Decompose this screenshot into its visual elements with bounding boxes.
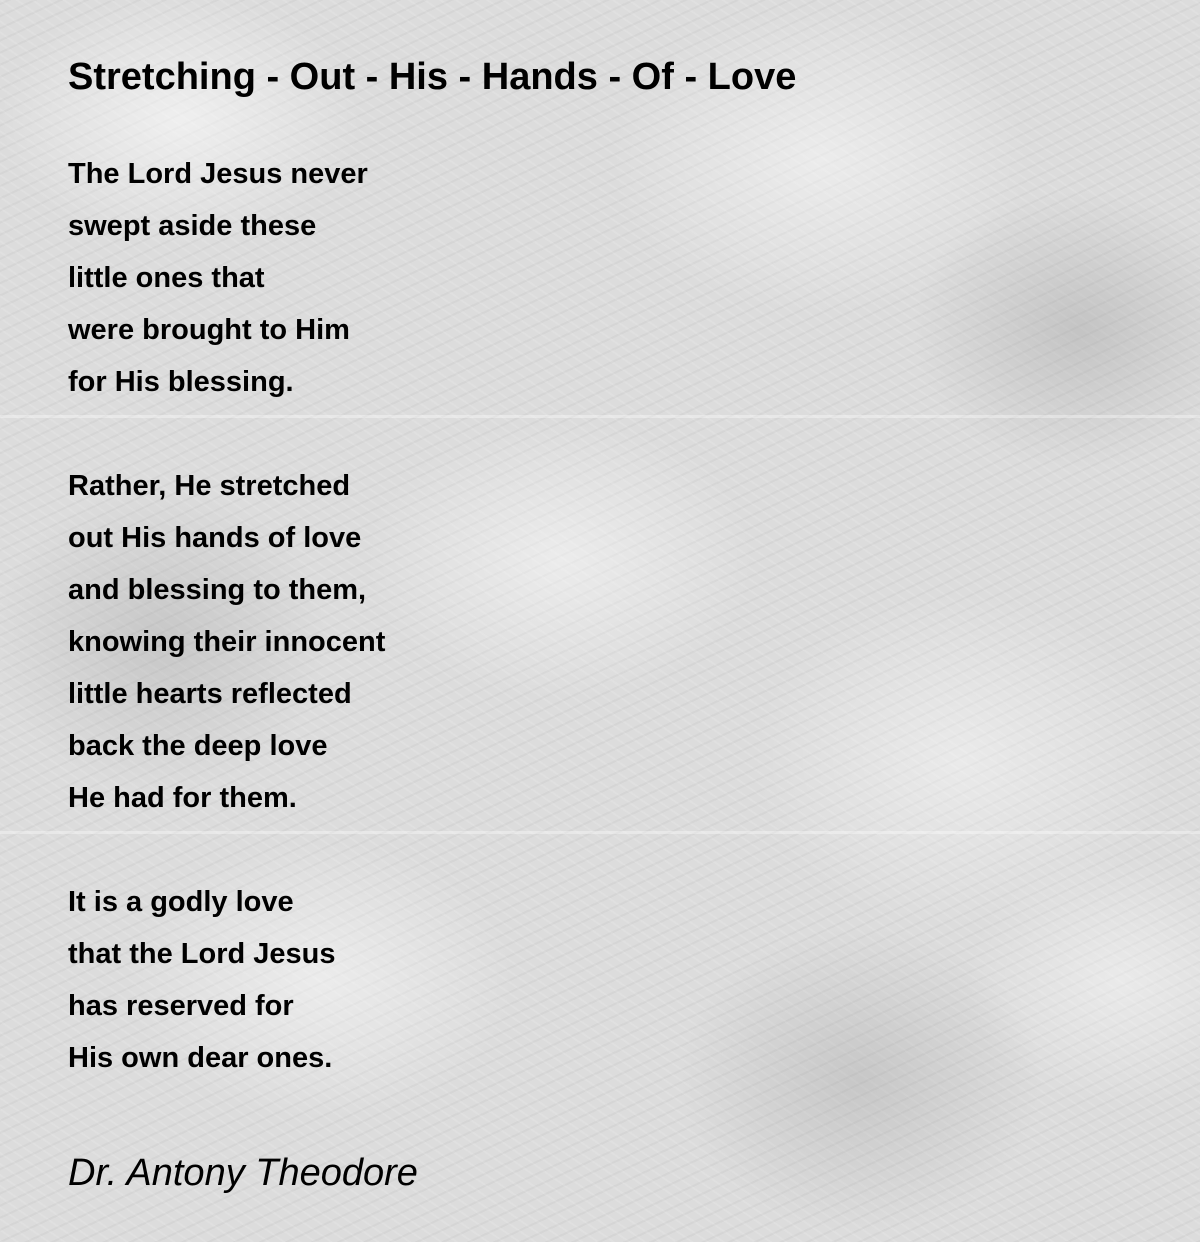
poem-line: has reserved for [68,990,294,1022]
poem-line: knowing their innocent [68,626,386,658]
poem-line: His own dear ones. [68,1042,333,1074]
stanza-3 [68,876,1168,1084]
poem-line: He had for them. [68,782,297,814]
poem-line: swept aside these [68,210,317,242]
poem-line: little ones that [68,262,265,294]
poem-card [68,50,1168,1200]
poem-author: Dr. Antony Theodore [68,1152,418,1194]
poem-line: for His blessing. [68,366,294,398]
poem-line: It is a godly love [68,886,294,918]
poem-line: little hearts reflected [68,678,352,710]
stanza-2 [68,460,1168,824]
poem-line: The Lord Jesus never [68,158,368,190]
poem-line: out His hands of love [68,522,362,554]
stanza-1 [68,148,1168,408]
poem-line: were brought to Him [68,314,350,346]
poem-line: that the Lord Jesus [68,938,336,970]
poem-title: Stretching - Out - His - Hands - Of - Love [68,56,797,98]
poem-line: back the deep love [68,730,328,762]
poem-line: and blessing to them, [68,574,367,606]
poem-line: Rather, He stretched [68,470,351,502]
